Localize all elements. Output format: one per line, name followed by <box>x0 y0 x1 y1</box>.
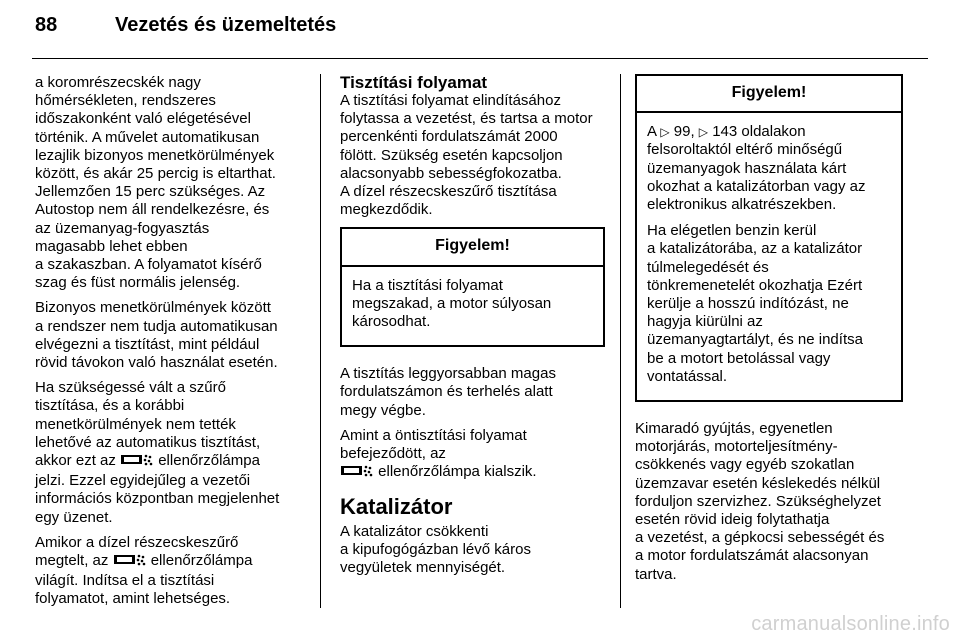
text-line: folytassa a vezetést, és tartsa a motor <box>340 110 593 128</box>
paragraph <box>340 523 605 578</box>
warning-box <box>635 74 903 402</box>
text-line: Autostop nem áll rendelkezésre, és <box>35 201 270 219</box>
text-line: Ha elégetlen benzin kerül <box>647 222 817 240</box>
column-3 <box>635 74 903 591</box>
warning-box <box>340 227 605 347</box>
text-line: túlmelegedését és <box>647 258 769 276</box>
text-line: tisztítása, és a korábbi <box>35 397 185 415</box>
text-line: vontatással. <box>647 367 728 385</box>
text-line: egy üzenet. <box>35 508 113 526</box>
text-line: károsodhat. <box>352 313 431 331</box>
text-line: motorjárás, motorteljesítmény- <box>635 438 838 456</box>
page-number: 88 <box>35 14 58 36</box>
text-line: jelzi. Ezzel egyidejűleg a vezetői <box>35 472 251 490</box>
text-line: üzemanyagtartályt, és ne indítsa <box>647 331 863 349</box>
column-2 <box>340 74 605 584</box>
paragraph <box>35 74 305 292</box>
text-line: megy végbe. <box>340 401 426 419</box>
text-line: esetén rövid ideig folytathatja <box>635 511 830 529</box>
text-line: okozhat a katalizátorban vagy az <box>647 177 866 195</box>
text-line: kerülje a hosszú indítózást, ne <box>647 295 849 313</box>
text-line: a rendszer nem tudja automatikusan <box>35 317 278 335</box>
text-line: fordulatszámon és terhelés alatt <box>340 383 553 401</box>
column-1 <box>35 74 305 616</box>
dpf-warning-icon <box>340 463 374 483</box>
text-line: között, és akár 25 percig is eltarthat. <box>35 165 276 183</box>
warning-text <box>352 277 593 332</box>
page-ref-icon: ▷ <box>660 125 670 140</box>
text-line: be a motort betolással vagy <box>647 349 831 367</box>
text-line: A tisztítás leggyorsabban magas <box>340 365 556 383</box>
text-line: A katalizátor csökkenti <box>340 522 489 540</box>
text-line: Ha a tisztítási folyamat <box>352 276 503 294</box>
warning-text <box>647 222 891 386</box>
text-line: a koromrészecskék nagy <box>35 74 201 91</box>
section-title: Tisztítási folyamat <box>340 73 488 92</box>
text-line: időszakonként való elégetésével <box>35 110 251 128</box>
text-line: Bizonyos menetkörülmények között <box>35 299 271 317</box>
text-line: A dízel részecskeszűrő tisztítása <box>340 183 557 201</box>
text-line: lehetővé az automatikus tisztítást, <box>35 433 261 451</box>
text-line: percenkénti fordulatszámát 2000 <box>340 128 558 146</box>
text-line: folyamatot, amint lehetséges. <box>35 590 231 608</box>
column-divider <box>320 74 321 608</box>
text-line: Ha szükségessé vált a szűrő <box>35 379 226 397</box>
paragraph <box>340 365 605 420</box>
text-line: megszakad, a motor súlyosan <box>352 294 552 312</box>
text-line: történik. A művelet automatikusan <box>35 128 260 146</box>
text-line: alacsonyabb sebességfokozatba. <box>340 164 562 182</box>
text-line: a katalizátorába, az a katalizátor <box>647 240 863 258</box>
text-line: befejeződött, az <box>340 445 446 463</box>
paragraph: Amint a öntisztítási folyamat befejeződött, az ellenőrzőlámpa kialszik. <box>340 427 605 484</box>
text-line: megkezdődik. <box>340 201 433 219</box>
text-line: Amikor a dízel részecskeszűrő <box>35 533 239 551</box>
text-line: üzemanyagok használata kárt <box>647 159 847 177</box>
text-line: A tisztítási folyamat elindításához <box>340 92 561 109</box>
text-line: üzemzavar esetén késlekedés nélkül <box>635 474 881 492</box>
text-line: fölött. Szükség esetén kapcsoljon <box>340 146 563 164</box>
text-line: tartva. <box>635 565 677 583</box>
dpf-warning-icon <box>120 452 154 472</box>
text-line: az üzemanyag-fogyasztás <box>35 219 210 237</box>
page-ref-icon: ▷ <box>698 125 709 140</box>
warning-title: Figyelem! <box>637 76 901 113</box>
text-line: magasabb lehet ebben <box>35 237 188 255</box>
text-line: vegyületek mennyiségét. <box>340 559 506 577</box>
text-line: világít. Indítsa el a tisztítási <box>35 572 215 590</box>
column-divider <box>620 74 621 608</box>
text-line: hőmérsékleten, rendszeres <box>35 92 216 110</box>
text-line: felsoroltaktól eltérő minőségű <box>647 141 843 159</box>
paragraph <box>635 420 903 584</box>
header-divider <box>32 58 928 59</box>
text-line: a vezetést, a gépkocsi sebességét és <box>635 529 885 547</box>
text-line: menetkörülmények nem tették <box>35 415 236 433</box>
page-title: Vezetés és üzemeltetés <box>115 14 337 36</box>
text-line: tönkremenetelét okozhatja Ezért <box>647 276 863 294</box>
section-heading: Katalizátor <box>340 494 453 520</box>
warning-title: Figyelem! <box>342 229 603 266</box>
text-line: a szakaszban. A folyamatot kísérő <box>35 256 262 274</box>
text-line: szag és füst normális jelenség. <box>35 274 241 292</box>
watermark: carmanualsonline.info <box>751 613 950 635</box>
text-line: forduljon szervizhez. Szükséghelyzet <box>635 492 881 510</box>
text-line: információs központban megjelenhet <box>35 490 280 508</box>
text-line: elektronikus alkatrészekben. <box>647 196 837 214</box>
warning-text: A ▷ 99, ▷ 143 oldalakon felsoroltaktól eltérő minőségű üzemanyagok használata kárt okozhat a katalizátorban vagy az elektronikus alkatrészekben. <box>647 123 891 214</box>
text-line: a kipufogógázban lévő káros <box>340 540 531 558</box>
text-line: Jellemzően 15 perc szükséges. Az <box>35 183 266 201</box>
paragraph: Ha szükségessé vált a szűrő tisztítása, és a korábbi menetkörülmények nem tették lehetővé az automatikus tisztítást, akkor ezt az ellenőrzőlámpa jelzi. Ezzel egyidejűleg a vezetői információs központban megjelenhet egy üzenet. <box>35 379 305 527</box>
paragraph: Amikor a dízel részecskeszűrő megtelt, az ellenőrzőlámpa világít. Indítsa el a tisztítási folyamatot, amint lehetséges. <box>35 534 305 609</box>
dpf-warning-icon <box>113 552 147 572</box>
text-line: csökkenés vagy egyéb szokatlan <box>635 456 855 474</box>
text-line: Kimaradó gyújtás, egyenetlen <box>635 420 833 438</box>
text-line: rövid távokon való használat esetén. <box>35 354 278 372</box>
text-line: Amint a öntisztítási folyamat <box>340 426 527 444</box>
page-header <box>35 14 336 50</box>
paragraph <box>35 299 305 372</box>
paragraph <box>340 92 605 219</box>
text-line: elvégezni a tisztítást, mint például <box>35 335 260 353</box>
text-line: lezajlik bizonyos menetkörülmények <box>35 146 275 164</box>
text-line: hagyja kiürülni az <box>647 313 763 331</box>
text-line: a motor fordulatszámát alacsonyan <box>635 547 869 565</box>
